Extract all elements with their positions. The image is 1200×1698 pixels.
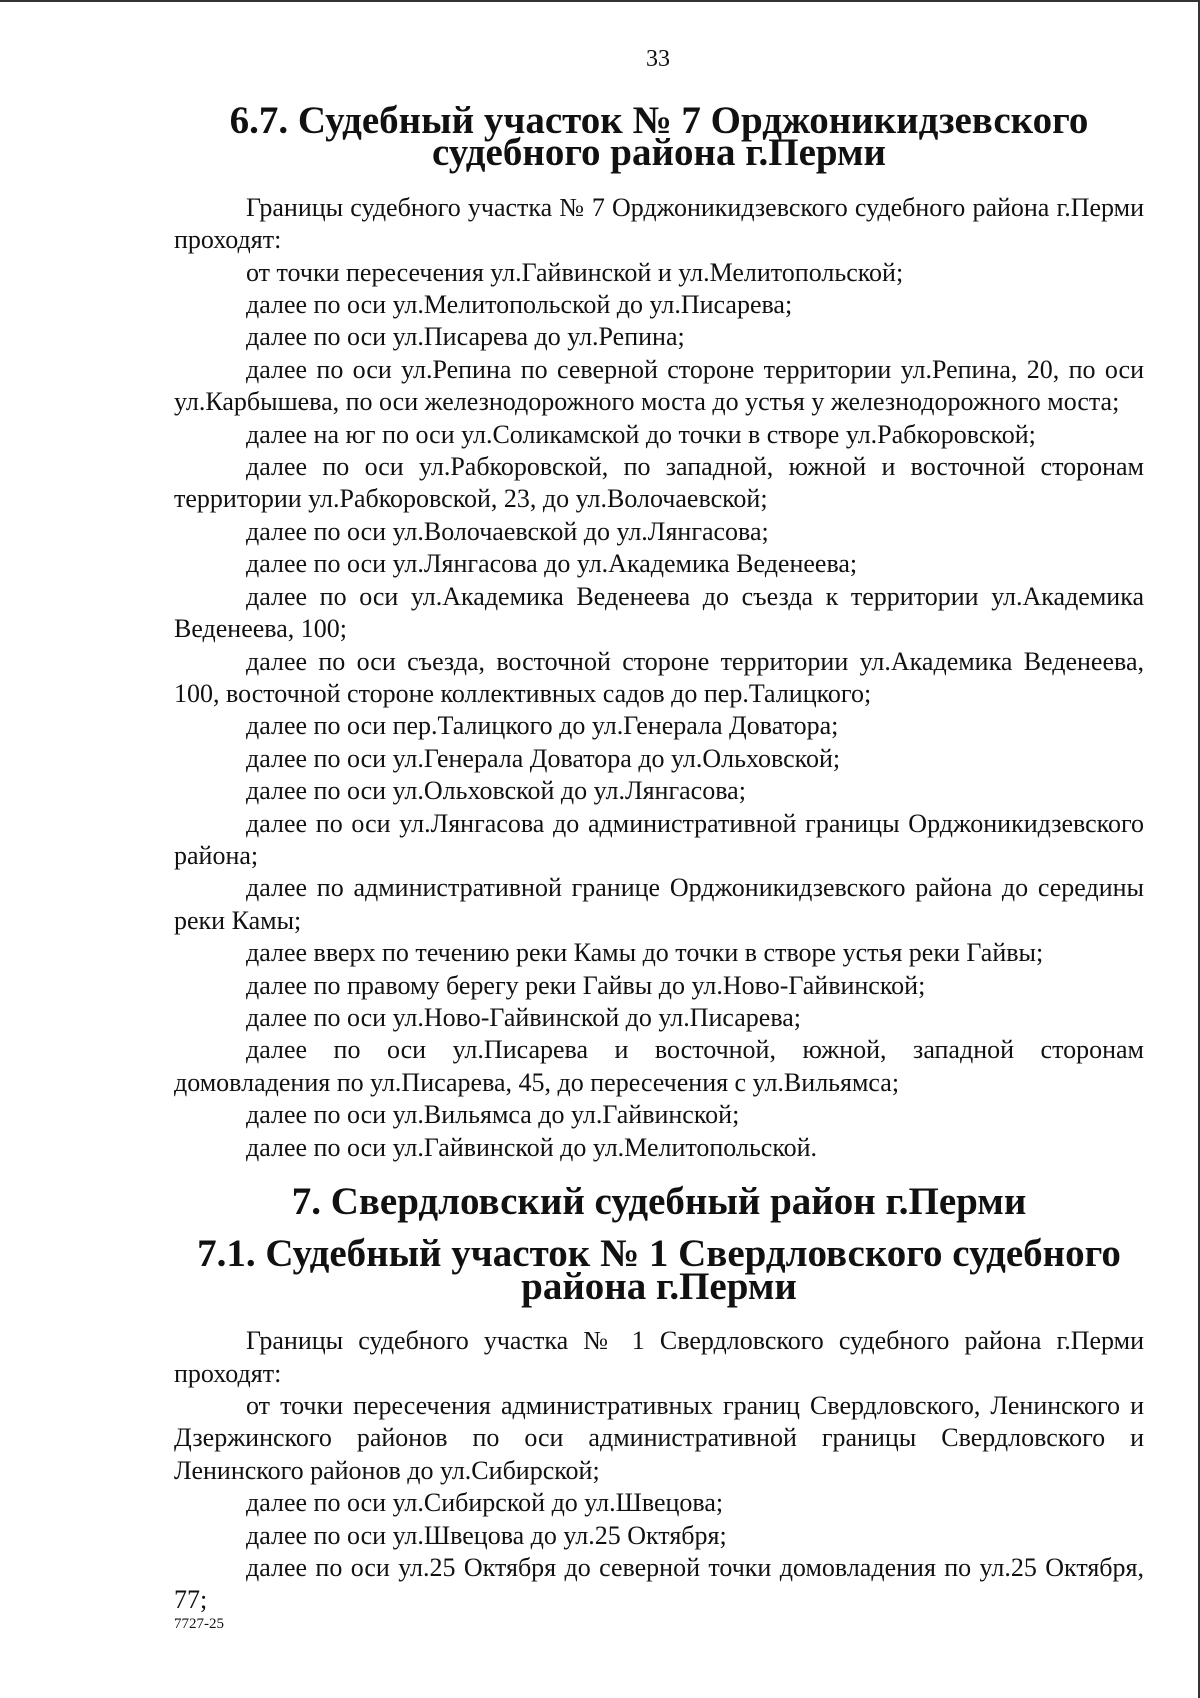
paragraph: далее по оси ул.Сибирской до ул.Швецова;: [246, 1488, 724, 1518]
paragraph: далее по оси съезда, восточной стороне территории ул.Академика Веденеева, 100, восточной стороне коллективных садов до пер.Талицкого;: [174, 646, 1144, 708]
paragraph: Границы судебного участка № 1 Свердловского судебного района г.Перми проходят:: [174, 1326, 1144, 1388]
paragraph: далее по оси пер.Талицкого до ул.Генерала Доватора;: [246, 711, 839, 741]
paragraph: Границы судебного участка № 7 Орджоникидзевского судебного района г.Перми проходят:: [174, 192, 1144, 255]
paragraph: далее по оси ул.Писарева до ул.Репина;: [246, 322, 685, 352]
paragraph: далее по оси ул.Писарева и восточной, южной, западной сторонам домовладения по ул.Писарева, 45, до пересечения с ул.Вильямса;: [174, 1035, 1144, 1097]
paragraph: от точки пересечения административных границ Свердловского, Ленинского и Дзержинского районов по оси административной границы Свердловского и Ленинского районов до ул.Сибирской;: [174, 1391, 1144, 1485]
section-heading: 7. Свердловский судебный район г.Перми: [291, 1180, 1027, 1223]
paragraph: далее по оси ул.Гайвинской до ул.Мелитопольской.: [246, 1132, 818, 1162]
paragraph: далее по оси ул.Лянгасова до ул.Академика Веденеева;: [246, 549, 858, 579]
paragraph: далее по оси ул.Ново-Гайвинской до ул.Писарева;: [246, 1002, 802, 1032]
paragraph: далее по оси ул.Репина по северной стороне территории ул.Репина, 20, по оси ул.Карбышева, по оси железнодорожного моста до устья у железнодорожного моста;: [174, 354, 1144, 417]
page-number: 33: [646, 46, 670, 72]
paragraph: далее по оси ул.Швецова до ул.25 Октября;: [246, 1520, 727, 1550]
paragraph: далее на юг по оси ул.Соликамской до точки в створе ул.Рабкоровской;: [246, 419, 1036, 449]
paragraph: далее по оси ул.Мелитопольской до ул.Писарева;: [246, 290, 793, 320]
paragraph: далее по оси ул.Вильямса до ул.Гайвинской;: [246, 1100, 740, 1130]
paragraph: далее вверх по течению реки Камы до точки в створе устья реки Гайвы;: [246, 938, 1044, 968]
document-body: [174, 99, 1144, 1617]
paragraph: от точки пересечения ул.Гайвинской и ул.Мелитопольской;: [246, 257, 904, 287]
paragraph: далее по оси ул.Генерала Доватора до ул.Ольховской;: [246, 743, 841, 773]
section-heading: 7.1. Судебный участок № 1 Свердловского судебного района г.Перми: [197, 1232, 1121, 1308]
paragraph: далее по правому берегу реки Гайвы до ул.Ново-Гайвинской;: [246, 970, 926, 1000]
paragraph: далее по оси ул.Волочаевской до ул.Лянгасова;: [246, 516, 769, 546]
document-code: 7727-25: [174, 1616, 224, 1632]
section-body: [174, 1325, 1144, 1617]
section-heading: 6.7. Судебный участок № 7 Орджоникидзевского судебного района г.Перми: [229, 99, 1089, 175]
section-body: [174, 192, 1144, 1164]
paragraph: далее по оси ул.Лянгасова до административной границы Орджоникидзевского района;: [174, 808, 1144, 870]
paragraph: далее по административной границе Орджоникидзевского района до середины реки Камы;: [174, 873, 1144, 935]
paragraph: далее по оси ул.Рабкоровской, по западной, южной и восточной сторонам территории ул.Рабкоровской, 23, до ул.Волочаевской;: [174, 452, 1144, 514]
paragraph: далее по оси ул.Академика Веденеева до съезда к территории ул.Академика Веденеева, 100;: [174, 581, 1144, 644]
paragraph: далее по оси ул.Ольховской до ул.Лянгасова;: [246, 776, 746, 806]
paragraph: далее по оси ул.25 Октября до северной точки домовладения по ул.25 Октября, 77;: [174, 1553, 1144, 1615]
